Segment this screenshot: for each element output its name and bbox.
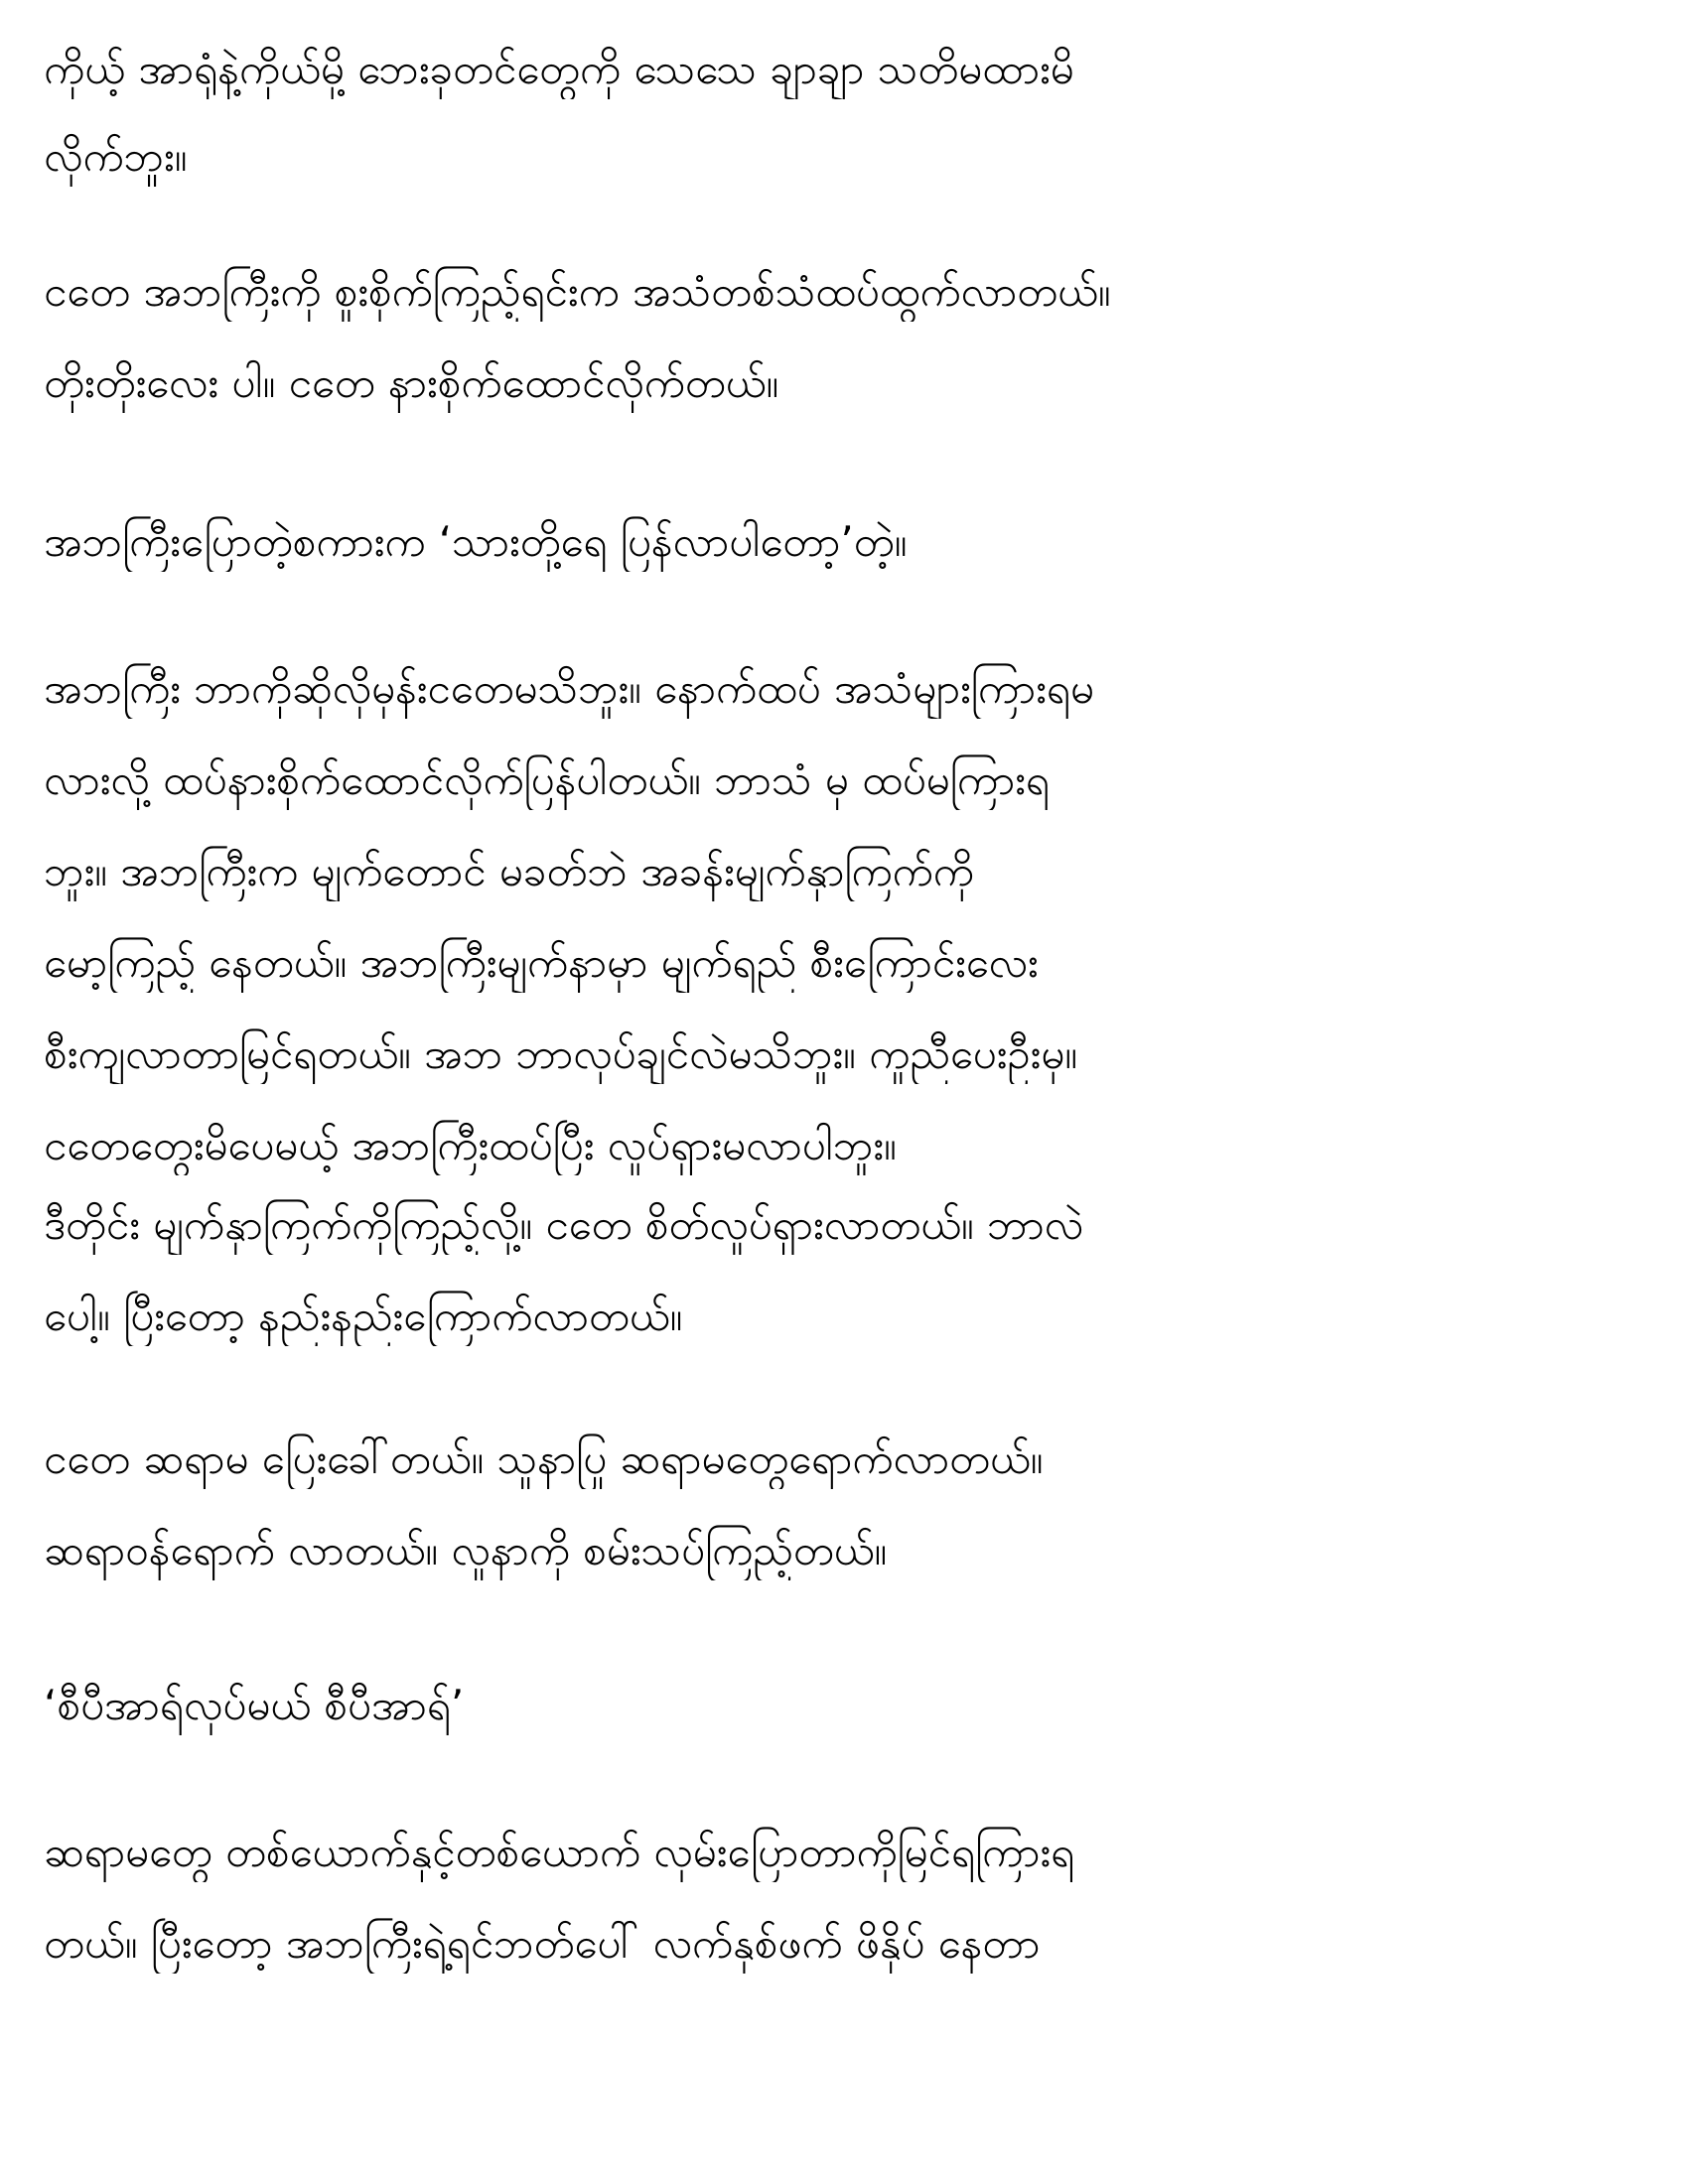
text-line: လိုက်ဘူး။ <box>44 132 188 181</box>
text-line: ငတေ အဘကြီးကို စူးစိုက်ကြည့်ရင်းက အသံတစ်သံထပ်ထွက်လာတယ်။ <box>44 267 1111 316</box>
text-line: အဘကြီးပြောတဲ့စကားက ‘သားတို့ရေ ပြန်လာပါတော့’တဲ့။ <box>44 517 908 566</box>
text-line: ‘စီပီအာရ်လုပ်မယ် စီပီအာရ်’ <box>44 1681 465 1729</box>
text-line: ပေါ့။ ပြီးတော့ နည်းနည်းကြောက်လာတယ်။ <box>44 1292 683 1340</box>
text-line: ငတေ ဆရာမ ပြေးခေါ်တယ်။ သူနာပြု ဆရာမတွေရောက်လာတယ်။ <box>44 1434 1044 1483</box>
text-line: ကိုယ့် အာရုံနဲ့ကိုယ်မို့ ဘေးခုတင်တွေကို သေသေ ချာချာ သတိမထားမိ <box>44 45 1074 93</box>
text-line: တိုးတိုးလေး ပါ။ ငတေ နားစိုက်ထောင်လိုက်တယ်။ <box>44 358 779 407</box>
text-line: ငတေတွေးမိပေမယ့် အဘကြီးထပ်ပြီး လှုပ်ရှားမလာပါဘူး။ <box>44 1121 897 1169</box>
text-line: ဆရာမတွေ တစ်ယောက်နှင့်တစ်ယောက် လှမ်းပြောတာကိုမြင်ရကြားရ <box>44 1828 1075 1876</box>
text-line: စီးကျလာတာမြင်ရတယ်။ အဘ ဘာလုပ်ချင်လဲမသိဘူး။ ကူညီပေးဦးမှ။ <box>44 1029 1077 1078</box>
text-line: ဒီတိုင်း မျက်နှာကြက်ကိုကြည့်လို့။ ငတေ စိတ်လှုပ်ရှားလာတယ်။ ဘာလဲ <box>44 1200 1084 1249</box>
text-line: လားလို့ ထပ်နားစိုက်ထောင်လိုက်ပြန်ပါတယ်။ ဘာသံ မှ ထပ်မကြားရ <box>44 755 1050 804</box>
text-line: ဆရာဝန်ရောက် လာတယ်။ လူနာကို စမ်းသပ်ကြည့်တယ်။ <box>44 1526 888 1574</box>
text-line: ဘူး။ အဘကြီးက မျက်တောင် မခတ်ဘဲ အခန်းမျက်နှာကြက်ကို <box>44 847 974 895</box>
text-line: မော့ကြည့် နေတယ်။ အဘကြီးမျက်နာမှာ မျက်ရည် စီးကြောင်းလေး <box>44 938 1039 987</box>
text-line: အဘကြီး ဘာကိုဆိုလိုမှန်းငတေမသိဘူး။ နောက်ထပ် အသံများကြားရမ <box>44 664 1094 713</box>
text-line: တယ်။ ပြီးတော့ အဘကြီးရဲ့ရင်ဘတ်ပေါ် လက်နှစ်ဖက် ဖိနှိပ် နေတာ <box>44 1919 1041 1968</box>
